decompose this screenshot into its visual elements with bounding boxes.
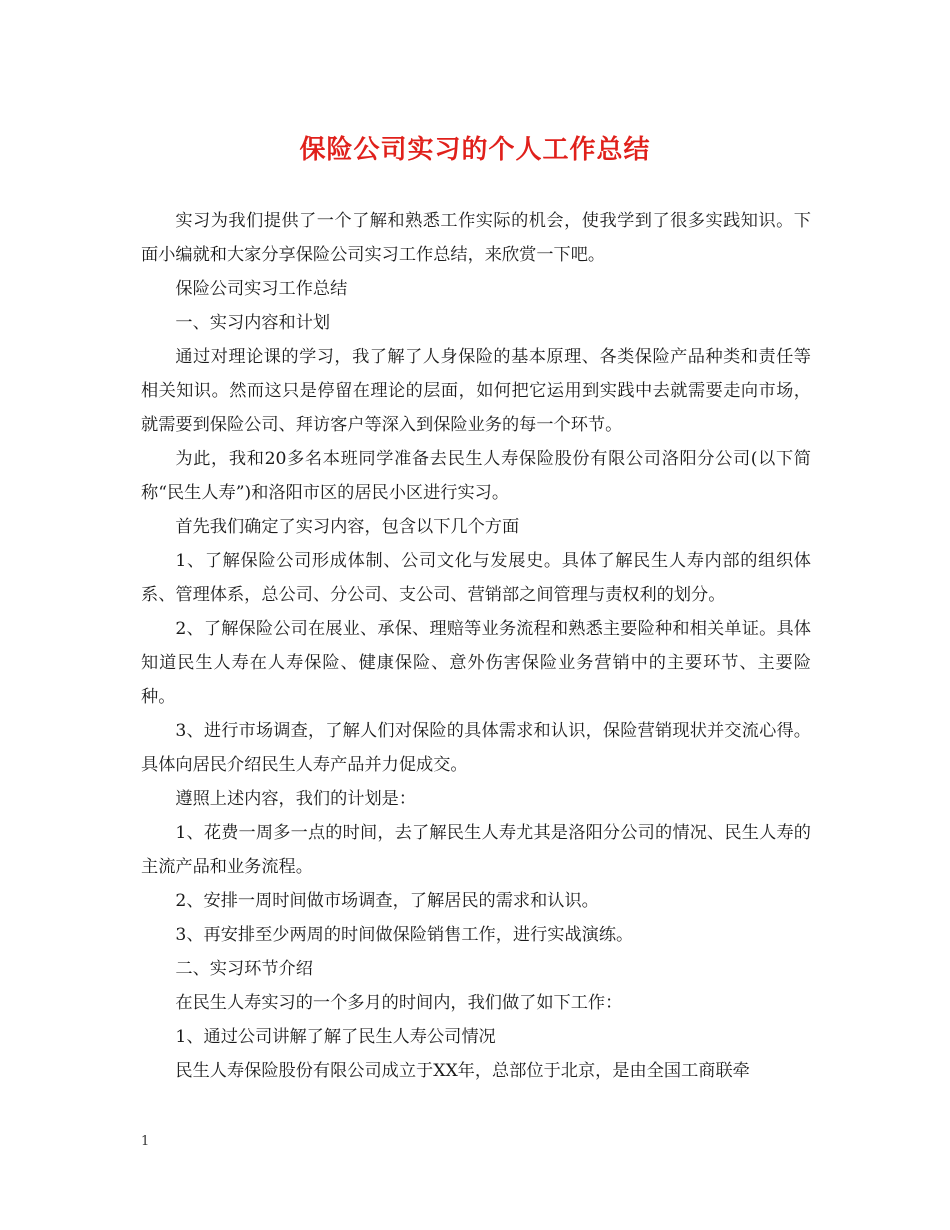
paragraph: 在民生人寿实习的一个多月的时间内，我们做了如下工作： [175, 993, 623, 1013]
list-item: 1、了解保险公司形成体制、公司文化与发展史。具体了解民生人寿内部的组织体系、管理体系，总公司、分公司、支公司、营销部之间管理与责权利的划分。 [141, 551, 811, 605]
section-heading: 一、实习内容和计划 [175, 313, 331, 333]
document-body [141, 204, 811, 1088]
list-item: 3、进行市场调查，了解人们对保险的具体需求和认识，保险营销现状并交流心得。具体向居民介绍民生人寿产品并力促成交。 [141, 721, 811, 775]
paragraph: 通过对理论课的学习，我了解了人身保险的基本原理、各类保险产品种类和责任等相关知识。然而这只是停留在理论的层面，如何把它运用到实践中去就需要走向市场，就需要到保险公司、拜访客户等深入到保险业务的每一个环节。 [141, 347, 811, 435]
list-item: 2、安排一周时间做市场调查，了解居民的需求和认识。 [175, 891, 599, 911]
paragraph: 首先我们确定了实习内容，包含以下几个方面 [175, 517, 520, 537]
list-item: 3、再安排至少两周的时间做保险销售工作，进行实战演练。 [175, 925, 634, 945]
paragraph: 遵照上述内容，我们的计划是： [175, 789, 417, 809]
paragraph: 保险公司实习工作总结 [175, 279, 348, 299]
list-item: 2、了解保险公司在展业、承保、理赔等业务流程和熟悉主要险种和相关单证。具体知道民生人寿在人寿保险、健康保险、意外伤害保险业务营销中的主要环节、主要险种。 [141, 619, 811, 707]
paragraph: 实习为我们提供了一个了解和熟悉工作实际的机会，使我学到了很多实践知识。下面小编就和大家分享保险公司实习工作总结，来欣赏一下吧。 [141, 211, 811, 265]
list-item: 1、花费一周多一点的时间，去了解民生人寿尤其是洛阳分公司的情况、民生人寿的主流产品和业务流程。 [141, 823, 811, 877]
list-item: 1、通过公司讲解了解了民生人寿公司情况 [175, 1027, 496, 1047]
paragraph: 民生人寿保险股份有限公司成立于XX年，总部位于北京，是由全国工商联牵 [175, 1061, 750, 1081]
section-heading: 二、实习环节介绍 [175, 959, 313, 979]
document-title: 保险公司实习的个人工作总结 [299, 135, 651, 165]
page-number: 1 [141, 1134, 150, 1149]
paragraph: 为此，我和20多名本班同学准备去民生人寿保险股份有限公司洛阳分公司(以下简称“民生人寿”)和洛阳市区的居民小区进行实习。 [141, 449, 811, 503]
